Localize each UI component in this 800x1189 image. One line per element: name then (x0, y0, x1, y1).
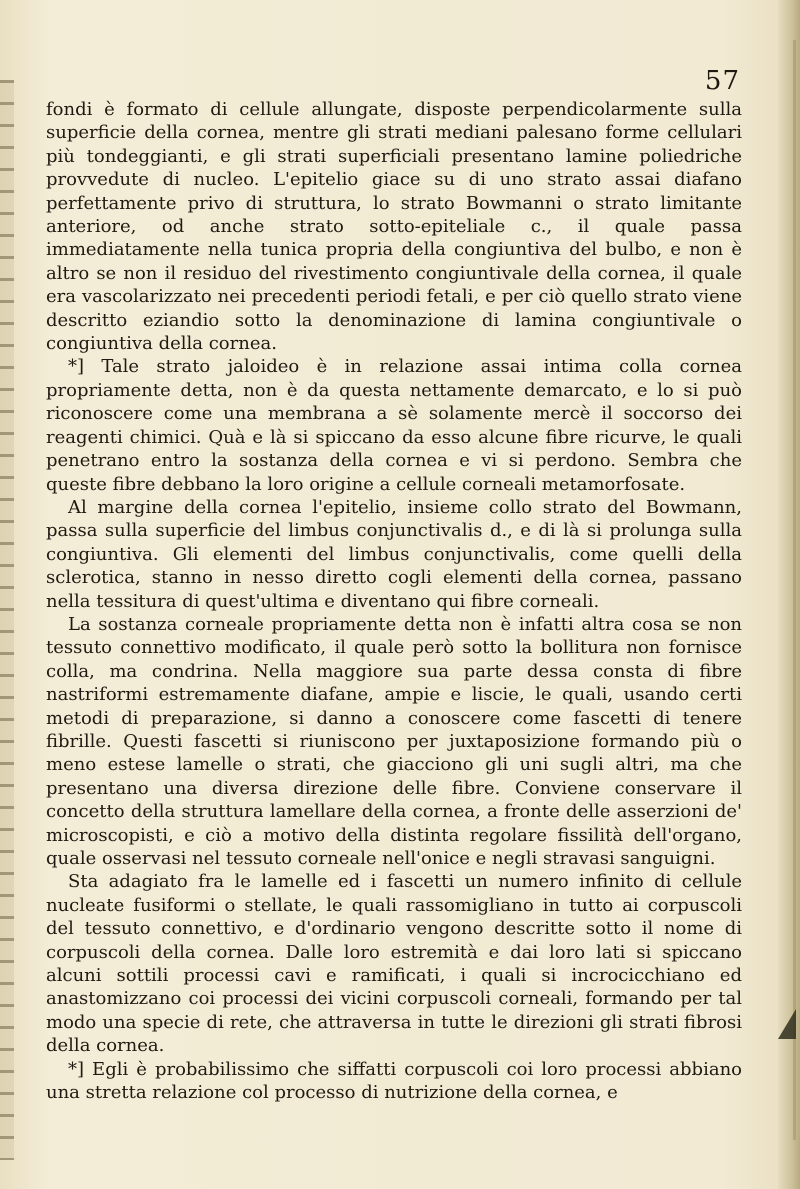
paragraph: La sostanza corneale propriamente detta non è infatti altra cosa se non tessuto connettivo modificato, il quale però sotto la bollitura non fornisce colla, ma condrina. Nella maggiore sua parte dessa consta di fibre nastriformi estremamente diafane, ampie e liscie, le quali, usando certi metodi di preparazione, si danno a conoscere come fascetti di tenere fibrille. Questi fascetti si riuniscono per juxtaposizione formando più o meno estese lamelle o strati, che giacciono gli uni sugli altri, ma che presentano una diversa direzione delle fibre. Conviene conservare il concetto della struttura lamellare della cornea, a fronte delle asserzioni de' microscopisti, e ciò a motivo della distinta regolare fissilità dell'organo, quale osservasi nel tessuto corneale nell'onice e negli stravasi sanguigni. (46, 613, 742, 869)
paragraph: fondi è formato di cellule allungate, disposte perpendicolarmente sulla superficie della cornea, mentre gli strati mediani palesano forme cellulari più tondeggianti, e gli strati superficiali presentano lamine poliedriche provvedute di nucleo. L'epitelio giace su di uno strato assai diafano perfettamente privo di struttura, lo strato Bowmanni o strato limitante anteriore, od anche strato sotto-epiteliale c., il quale passa immediatamente nella tunica propria della congiuntiva del bulbo, e non è altro se non il residuo del rivestimento congiuntivale della cornea, il quale era vascolarizzato nei precedenti periodi fetali, e per ciò quello strato viene descritto eziandio sotto la denominazione di lamina congiuntivale o congiuntiva della cornea. (46, 99, 742, 355)
page-number: 57 (704, 66, 740, 96)
paragraph: Sta adagiato fra le lamelle ed i fascetti un numero infinito di cellule nucleate fusiformi o stellate, le quali rassomigliano in tutto ai corpuscoli del tessuto connettivo, e d'ordinario vengono descritte sotto il nome di corpuscoli della cornea. Dalle loro estremità e dai loro lati si spiccano alcuni sottili processi cavi e ramificati, i quali si incrocicchiano ed anastomizzano coi processi dei vicini corpuscoli corneali, formando per tal modo una specie di rete, che attraversa in tutte le direzioni gli strati fibrosi della cornea. (46, 871, 742, 1057)
paragraph: Al margine della cornea l'epitelio, insieme collo strato del Bowmann, passa sulla superficie del limbus conjunctivalis d., e di là si prolunga sulla congiuntiva. Gli elementi del limbus conjunctivalis, come quelli della sclerotica, stanno in nesso diretto cogli elementi della cornea, passano nella tessitura di quest'ultima e diventano qui fibre corneali. (46, 496, 742, 612)
binding-edge (0, 80, 14, 1160)
paragraph: *] Egli è probabilissimo che siffatti corpuscoli coi loro processi abbiano una stretta relazione col processo di nutrizione della cornea, e (46, 1058, 742, 1104)
page-edge-line (793, 40, 796, 1140)
paragraph: *] Tale strato jaloideo è in relazione assai intima colla cornea propriamente detta, non è da questa nettamente demarcato, e lo si può riconoscere come una membrana a sè solamente mercè il soccorso dei reagenti chimici. Quà e là si spiccano da esso alcune fibre ricurve, le quali penetrano entro la sostanza della cornea e vi si perdono. Sembra che queste fibre debbano la loro origine a cellule corneali metamorfosate. (46, 356, 742, 495)
body-text (46, 98, 742, 1104)
corner-tab-icon (778, 1009, 796, 1039)
